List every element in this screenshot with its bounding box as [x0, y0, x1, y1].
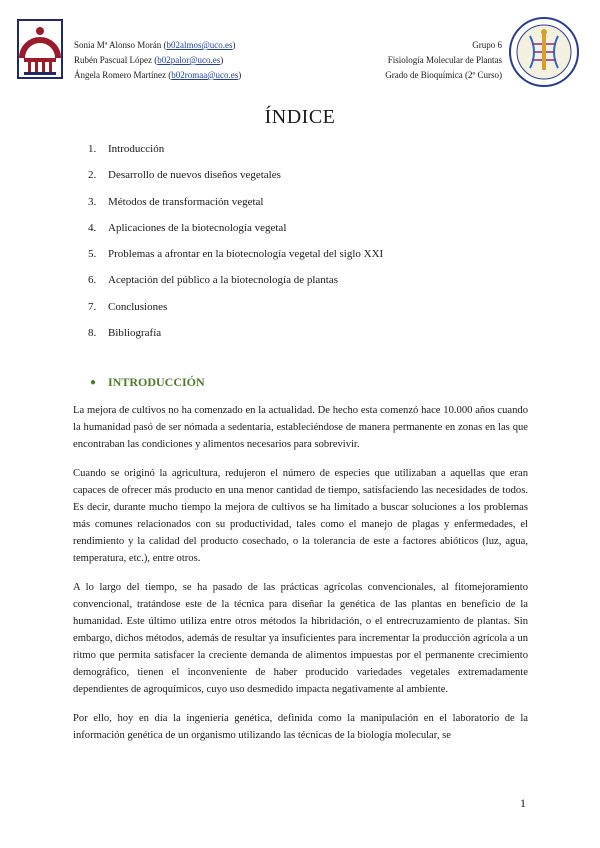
toc-item: 5. Problemas a afrontar en la biotecnología vegetal del siglo XXI	[88, 248, 384, 261]
subject-label: Fisiología Molecular de Plantas	[387, 55, 502, 65]
toc-item-label: Problemas a afrontar en la biotecnología vegetal del siglo XXI	[108, 248, 384, 261]
toc-item-label: Métodos de transformación vegetal	[108, 195, 264, 208]
toc-item-label: Aplicaciones de la biotecnología vegetal	[108, 221, 287, 234]
author-email-link[interactable]: b02palor@uco.es	[157, 55, 221, 65]
author-email-link[interactable]: b02romaa@uco.es	[171, 70, 239, 80]
toc-item-label: Introducción	[108, 143, 165, 155]
group-label: Grupo 6	[472, 40, 502, 50]
toc-item: 7. Conclusiones	[88, 300, 168, 313]
author-line: Rubén Pascual López (b02palor@uco.es)	[74, 55, 224, 65]
toc-item-label: Desarrollo de nuevos diseños vegetales	[108, 169, 281, 182]
author-email-link[interactable]: b02almos@uco.es	[166, 40, 233, 50]
degree-label: Grado de Bioquímica (2º Curso)	[385, 70, 502, 80]
paragraph: Cuando se originó la agricultura, redujeron el número de especies que utilizaban a aquellas que eran capaces de ofrecer más producto en una menor cantidad de tiempo, satisfaciendo las necesidades de todos. Es decir, durante mucho tiempo la mejora de cultivos se ha limitado a buscar soluciones a los problemas más comunes relacionados con su productividad, tales como el manejo de plagas y enfermedades, el rendimiento y la calidad del producto cosechado, o la tolerancia de este a factores abióticos (luz, agua, temperatura, etc.), entre otros.	[73, 468, 528, 564]
university-crest-logo	[16, 18, 64, 80]
toc-item: 3. Métodos de transformación vegetal	[88, 195, 264, 208]
toc-item-label: Bibliografía	[108, 327, 162, 340]
page-title: ÍNDICE	[264, 106, 336, 128]
toc-item-label: Aceptación del público a la biotecnología de plantas	[108, 274, 339, 287]
paragraph: La mejora de cultivos no ha comenzado en la actualidad. De hecho esta comenzó hace 10.000 años cuando la humanidad pasó de ser nómada a sedentaria, estableciéndose de manera permanente en zonas en las que encontraban las condiciones y alimentos necesarios para sobrevivir.	[73, 405, 528, 450]
toc-item: 1. Introducción	[88, 143, 165, 155]
paragraph: A lo largo del tiempo, se ha pasado de las prácticas agrícolas convencionales, al fitomejoramiento convencional, tratándose este de la técnica para diseñar la genética de las plantas en beneficio de la humanidad. Este último utiliza entre otros métodos la hibridación, o el entrecruzamiento de plantas. Sin embargo, dichos métodos, además de resultar ya insuficientes para incrementar la producción agrícola a un ritmo que permita satisfacer la creciente demanda de alimentos impuestas por el permanente crecimiento demográfico, tienen el inconveniente de haber producido variedades vegetales extremadamente dependientes de agroquímicos, cuyo uso desmedido impacta negativamente al ambiente.	[73, 582, 528, 695]
authors-block	[74, 38, 241, 83]
toc-item: 2. Desarrollo de nuevos diseños vegetales	[88, 169, 281, 182]
author-line: Sonia Mª Alonso Morán (b02almos@uco.es)	[74, 40, 236, 50]
paragraph: Por ello, hoy en día la ingeniería genética, definida como la manipulación en el laboratorio de la información genética de un organismo utilizando las técnicas de la biología molecular, se	[73, 713, 528, 741]
toc-item: 6. Aceptación del público a la biotecnología de plantas	[88, 274, 339, 287]
author-line: Ángela Romero Martínez (b02romaa@uco.es)	[74, 70, 242, 80]
page-number: 1	[520, 796, 526, 810]
toc-item-label: Conclusiones	[108, 300, 168, 313]
bullet-icon: ●	[90, 377, 97, 388]
course-info	[385, 38, 502, 83]
faculty-seal-logo	[508, 16, 580, 88]
toc-item: 4. Aplicaciones de la biotecnología vegetal	[88, 221, 287, 234]
toc-item: 8. Bibliografía	[88, 327, 162, 340]
body-text	[73, 402, 528, 756]
table-of-contents	[88, 141, 383, 351]
section-heading: ● INTRODUCCIÓN	[90, 375, 205, 389]
